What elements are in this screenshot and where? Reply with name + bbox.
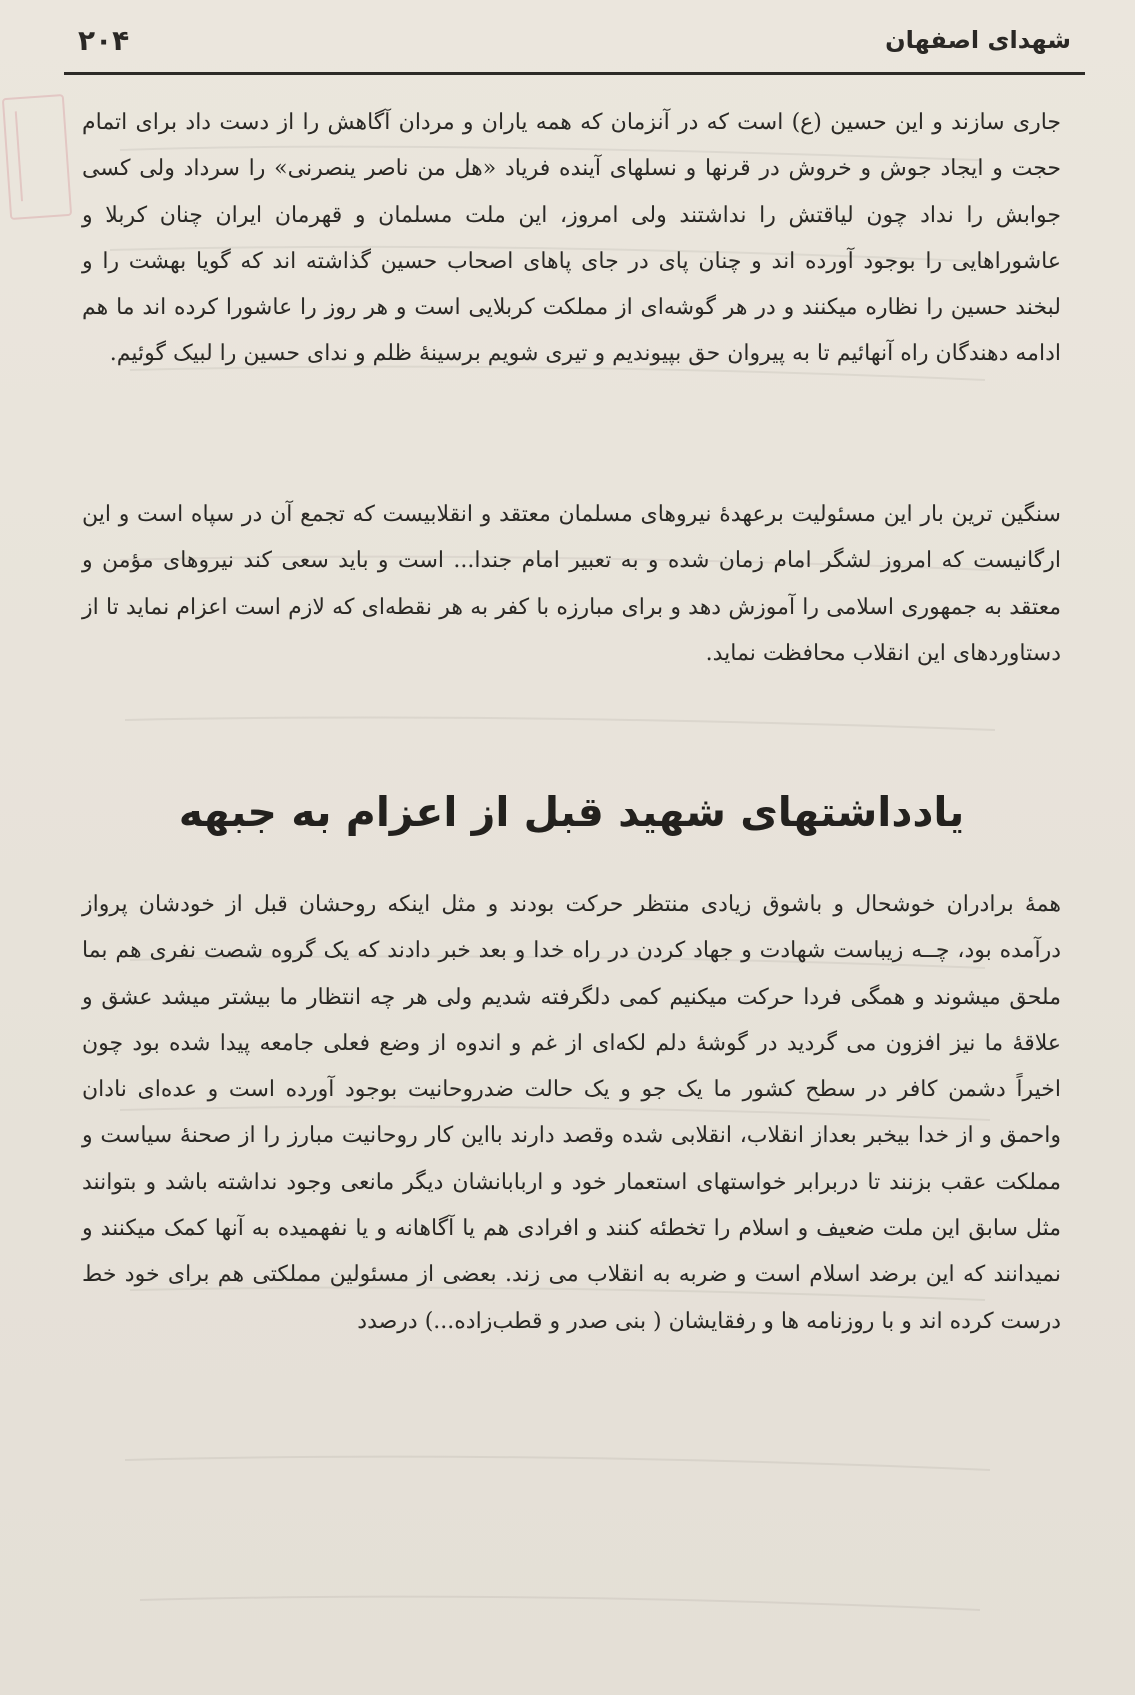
- library-stamp: [2, 94, 72, 220]
- paragraph-text: جاری سازند و این حسین (ع) است که در آنزمان که همه یاران و مردان آگاهش را از دست داد برای اتمام حجت و ایجاد جوش و خروش در قرنها و نسلهای آینده فریاد «هل من ناصر ینصرنی» را سرداد ولی کسی جوابش را نداد چون لیاقتش را نداشتند ولی امروز، این ملت مسلمان و قهرمان ایران چنان کربلا و عاشوراهایی را بوجود آورده اند و چنان پای در جای پاهای اصحاب حسین گذاشته اند که گویا بهشت را و لبخند حسین را نظاره میکنند و در هر گوشه‌ای از مملکت کربلایی است و هر روز را عاشورا کرده اند ما هم ادامه دهندگان راه آنهائیم تا به پیروان حق بپیوندیم و تیری شویم برسینهٔ ظلم و ندای حسین را لبیک گوئیم.: [82, 110, 1061, 367]
- page-number: ۲۰۴: [78, 24, 130, 57]
- paragraph-text: همهٔ برادران خوشحال و باشوق زیادی منتظر حرکت بودند و مثل اینکه روحشان قبل از خودشان پرواز درآمده بود، چــه زیباست شهادت و جهاد کردن در راه خدا و بعد خبر دادند که یک گروه شصت نفری هم بما ملحق میشوند و همگی فردا حرکت میکنیم کمی دلگرفته شدیم ولی هر چه انتظار ما بیشتر میشد عشق و علاقهٔ ما نیز افزون می گردید در گوشهٔ دلم لکه‌ای از غم و اندوه از وضع فعلی جامعه پیدا شده بود چون اخیراً دشمن کافر در سطح کشور ما یک جو و یک حالت ضدروحانیت بوجود آورده است و عده‌ای نادان واحمق و از خدا بیخبر بعداز انقلاب، انقلابی شده وقصد دارند بااین کار روحانیت مبارز را از صحنهٔ سیاست و مملکت عقب بزنند تا دربرابر خواستهای استعمار خود و اربابانشان دیگر مانعی وجود نداشته باشد و بتوانند مثل سابق این ملت ضعیف و اسلام را تخطئه کنند و افرادی هم یا آگاهانه و یا نفهمیده به آنها کمک میکنند و نمیدانند که این برضد اسلام است و ضربه به انقلاب می زند. بعضی از مسئولین مملکتی هم برای خود خط درست کرده اند و با روزنامه ها و رفقایشان ( بنی صدر و قطب‌زاده...) درصدد: [82, 892, 1061, 1334]
- paragraph-text: سنگین ترین بار این مسئولیت برعهدهٔ نیروهای مسلمان معتقد و انقلابیست که تجمع آن در سپاه است و این ارگانیست که امروز لشگر امام زمان شده و به تعبیر امام جندا... است و باید سعی کند نیروهای مؤمن و معتقد به جمهوری اسلامی را آموزش دهد و برای مبارزه با کفر به هر نقطه‌ای که لازم است اعزام نماید تا از دستاوردهای این انقلاب محافظت نماید.: [82, 502, 1061, 666]
- paragraph-3: [82, 882, 1061, 1345]
- paragraph-2: [82, 492, 1061, 677]
- header-rule: [64, 72, 1085, 75]
- paragraph-1: [82, 100, 1061, 378]
- section-heading: یادداشتهای شهید قبل از اعزام به جبهه: [178, 788, 965, 836]
- page-header: [70, 18, 1079, 74]
- running-title: شهدای اصفهان: [885, 26, 1071, 54]
